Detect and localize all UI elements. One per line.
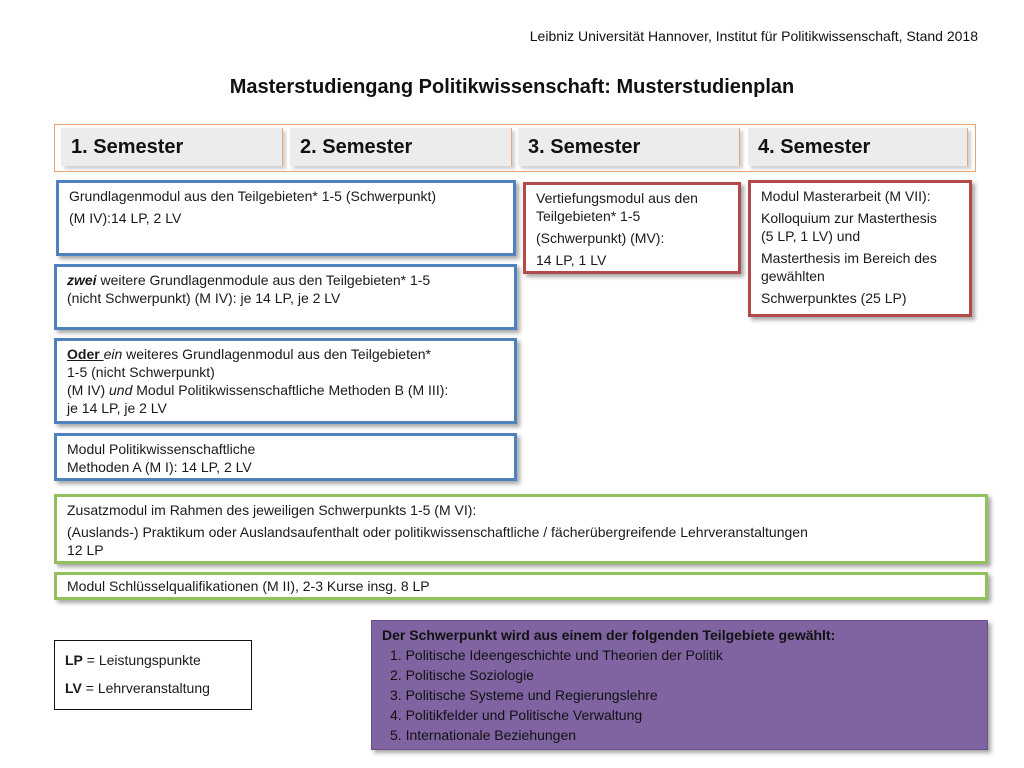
schwerpunkt-item: 4. Politikfelder und Politische Verwaltung (390, 707, 643, 723)
oder-line2: 1-5 (nicht Schwerpunkt) (67, 364, 215, 380)
methoden-a-line2: Methoden A (M I): 14 LP, 2 LV (67, 459, 252, 475)
legend-lv-abbr: LV (65, 680, 82, 696)
semester-1-header: 1. Semester (61, 128, 283, 166)
schwerpunkt-item: 2. Politische Soziologie (390, 667, 534, 683)
legend-lv (65, 679, 241, 697)
zwei-line2: (nicht Schwerpunkt) (M IV): je 14 LP, je 2 LV (67, 290, 341, 306)
grundlagenmodul-schwerpunkt-box (56, 180, 516, 256)
semester-2-header: 2. Semester (290, 128, 512, 166)
ein-emphasis: ein (103, 346, 123, 362)
semester-3-header: 3. Semester (518, 128, 740, 166)
schwerpunkt-info-box (371, 620, 988, 750)
oder-line1-rest: weiteres Grundlagenmodul aus den Teilgebieten* (122, 346, 431, 362)
oder-line3 (67, 381, 504, 399)
oder-line1 (67, 345, 504, 363)
vertiefung-line3: (Schwerpunkt) (MV): (536, 230, 665, 246)
zusatz-line1: Zusatzmodul im Rahmen des jeweiligen Schwerpunkts 1-5 (M VI): (67, 502, 477, 518)
legend-lp-def: = Leistungspunkte (82, 652, 201, 668)
oder-grundlagenmodul-box (54, 338, 517, 424)
schluesselqualifikationen-box (54, 572, 988, 600)
schwerpunkt-item: 5. Internationale Beziehungen (390, 727, 577, 743)
zwei-line1 (67, 271, 504, 289)
vertiefung-line2: Teilgebieten* 1-5 (536, 208, 641, 224)
masterarbeit-line5: gewählten (761, 268, 825, 284)
methoden-a-line1: Modul Politikwissenschaftliche (67, 441, 256, 457)
oder-line3-a: (M IV) (67, 382, 109, 398)
oder-line3-b: Modul Politikwissenschaftliche Methoden B (M III): (132, 382, 449, 398)
institution-header: Leibniz Universität Hannover, Institut für Politikwissenschaft, Stand 2018 (529, 28, 978, 44)
zwei-grundlagenmodule-box (54, 264, 517, 330)
oder-line4: je 14 LP, je 2 LV (67, 400, 167, 416)
legend-lv-def: = Lehrveranstaltung (81, 680, 210, 696)
masterarbeit-line6: Schwerpunktes (25 LP) (761, 290, 907, 306)
masterarbeit-line4: Masterthesis im Bereich des (761, 250, 937, 266)
schwerpunkt-heading: Der Schwerpunkt wird aus einem der folgenden Teilgebiete gewählt: (382, 627, 836, 643)
masterarbeit-line1: Modul Masterarbeit (M VII): (761, 188, 931, 204)
abbreviation-legend (54, 640, 252, 710)
masterarbeit-line3: (5 LP, 1 LV) und (761, 228, 861, 244)
schwerpunkt-item: 1. Politische Ideengeschichte und Theorien der Politik (390, 647, 723, 663)
und-emphasis: und (109, 382, 133, 398)
grundlagen-line2: (M IV):14 LP, 2 LV (69, 210, 182, 226)
zusatz-line2: (Auslands-) Praktikum oder Auslandsaufenthalt oder politikwissenschaftliche / fächerübergreifende Lehrveranstaltungen (67, 524, 808, 540)
zwei-line1-rest: weitere Grundlagenmodule aus den Teilgebieten* 1-5 (96, 272, 431, 288)
vertiefung-line1: Vertiefungsmodul aus den (536, 190, 698, 206)
vertiefungsmodul-box (523, 182, 741, 274)
legend-lp (65, 651, 241, 669)
oder-keyword: Oder (67, 346, 104, 362)
grundlagen-line1: Grundlagenmodul aus den Teilgebieten* 1-5 (Schwerpunkt) (69, 188, 437, 204)
zwei-emphasis: zwei (67, 272, 97, 288)
zusatz-line3: 12 LP (67, 542, 104, 558)
schwerpunkt-item: 3. Politische Systeme und Regierungslehre (390, 687, 658, 703)
masterarbeit-box (748, 180, 972, 317)
masterarbeit-line2: Kolloquium zur Masterthesis (761, 210, 937, 226)
semester-header-row (54, 124, 976, 172)
schluessel-line1: Modul Schlüsselqualifikationen (M II), 2-3 Kurse insg. 8 LP (67, 578, 430, 594)
semester-4-header: 4. Semester (748, 128, 968, 166)
legend-lp-abbr: LP (65, 652, 83, 668)
methoden-a-box (54, 433, 517, 481)
zusatzmodul-box (54, 494, 988, 564)
page-title: Masterstudiengang Politikwissenschaft: Musterstudienplan (229, 76, 795, 98)
vertiefung-line4: 14 LP, 1 LV (536, 252, 607, 268)
